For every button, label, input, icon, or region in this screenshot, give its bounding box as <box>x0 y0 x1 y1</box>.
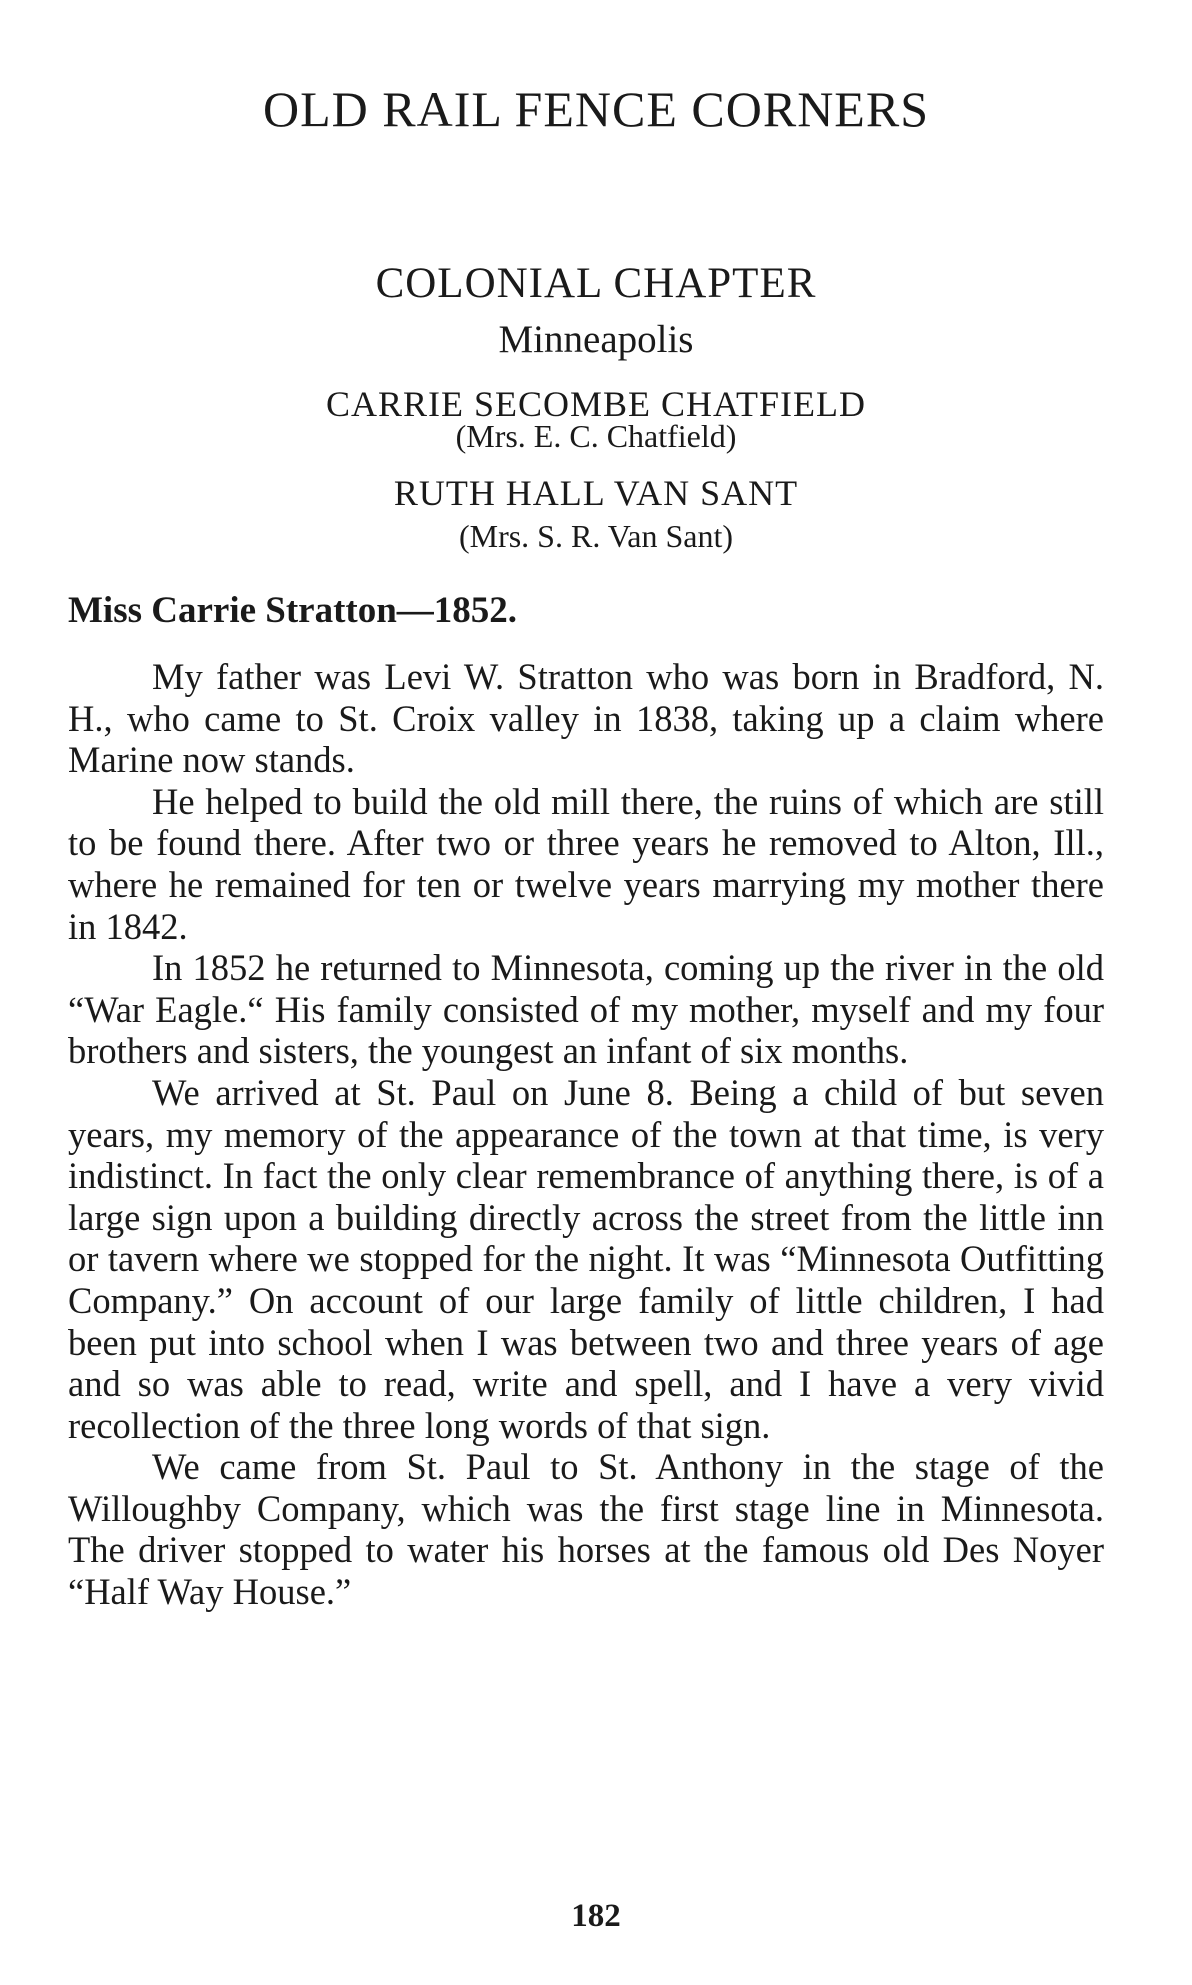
author-married-name: (Mrs. E. C. Chatfield) <box>455 418 737 454</box>
chapter-city: Minneapolis <box>498 318 694 361</box>
paragraph: My father was Levi W. Stratton who was born in Bradford, N. H., who came to St. Croix valley in 1838, taking up a claim where Marine now stands. <box>68 656 1104 781</box>
paragraph: We came from St. Paul to St. Anthony in the stage of the Willoughby Company, which was the first stage line in Minnesota. The driver stopped to water his horses at the famous old Des Noyer “Half Way House.” <box>68 1446 1104 1613</box>
section-heading: Miss Carrie Stratton—1852. <box>68 590 518 631</box>
chapter-title: COLONIAL CHAPTER <box>375 260 817 307</box>
page-number: 182 <box>571 1898 621 1934</box>
author-name: RUTH HALL VAN SANT <box>393 473 799 513</box>
paragraph: In 1852 he returned to Minnesota, coming up the river in the old “War Eagle.“ His family consisted of my mother, myself and my four brothers and sisters, the youngest an infant of six months. <box>68 947 1104 1072</box>
running-head: OLD RAIL FENCE CORNERS <box>262 81 930 137</box>
author-name: CARRIE SECOMBE CHATFIELD <box>325 384 867 424</box>
author-married-name: (Mrs. S. R. Van Sant) <box>458 518 734 554</box>
body-text <box>68 656 1104 1613</box>
paragraph: He helped to build the old mill there, the ruins of which are still to be found there. After two or three years he removed to Alton, Ill., where he remained for ten or twelve years marrying my mother there in 1842. <box>68 780 1104 947</box>
paragraph: We arrived at St. Paul on June 8. Being a child of but seven years, my memory of the appearance of the town at that time, is very indistinct. In fact the only clear remembrance of anything there, is of a large sign upon a building directly across the street from the little inn or tavern where we stopped for the night. It was “Minnesota Outfitting Company.” On account of our large family of little children, I had been put into school when I was between two and three years of age and so was able to read, write and spell, and I have a very vivid recollection of the three long words of that sign. <box>68 1071 1104 1446</box>
